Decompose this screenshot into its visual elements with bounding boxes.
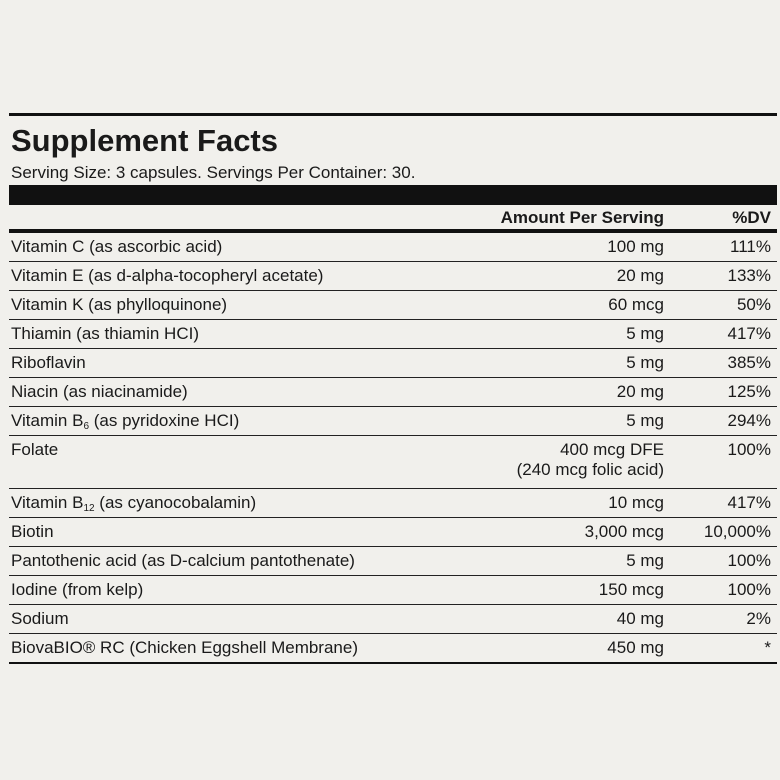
nutrient-amount: 3,000 mcg <box>584 522 664 541</box>
nutrient-row-vitamin-e <box>9 262 777 291</box>
serving-info: Serving Size: 3 capsules. Servings Per Container: 30. <box>11 163 416 182</box>
nutrient-name-suffix: (as cyanocobalamin) <box>94 493 257 512</box>
nutrient-dv: 2% <box>746 609 771 628</box>
nutrient-amount: 60 mcg <box>608 295 664 314</box>
nutrient-name: Niacin (as niacinamide) <box>11 382 188 401</box>
nutrient-row-sodium <box>9 605 777 634</box>
nutrient-name: Sodium <box>11 609 69 628</box>
nutrient-amount: 5 mg <box>626 411 664 430</box>
nutrient-rows <box>9 233 777 664</box>
nutrient-name: Vitamin K (as phylloquinone) <box>11 295 228 314</box>
nutrient-amount: 20 mg <box>616 382 664 401</box>
nutrient-dv: 100% <box>727 580 771 599</box>
nutrient-name-prefix: Vitamin B <box>11 493 84 512</box>
nutrient-amount: 20 mg <box>616 266 664 285</box>
nutrient-name: Pantothenic acid (as D-calcium pantothenate) <box>11 551 355 570</box>
nutrient-dv: 100% <box>727 551 771 570</box>
nutrient-amount: 150 mcg <box>598 580 664 599</box>
nutrient-row-vitamin-b12 <box>9 489 777 518</box>
panel-title: Supplement Facts <box>11 123 278 158</box>
nutrient-dv: 125% <box>727 382 771 401</box>
nutrient-dv: 10,000% <box>703 522 771 541</box>
nutrient-dv: 417% <box>727 493 771 512</box>
nutrient-dv: 294% <box>727 411 771 430</box>
column-header-row <box>9 205 777 233</box>
nutrient-amount: 450 mg <box>607 638 664 657</box>
nutrient-name-prefix: Vitamin B <box>11 411 84 430</box>
nutrient-amount: 100 mg <box>607 237 664 256</box>
nutrient-row-riboflavin <box>9 349 777 378</box>
nutrient-amount <box>517 440 664 480</box>
nutrient-amount: 5 mg <box>626 324 664 343</box>
header-daily-value: %DV <box>732 208 771 227</box>
nutrient-name: BiovaBIO® RC (Chicken Eggshell Membrane) <box>11 638 358 657</box>
nutrient-row-vitamin-b6 <box>9 407 777 436</box>
nutrient-name-subscript: 12 <box>83 503 95 514</box>
nutrient-amount: 10 mcg <box>608 493 664 512</box>
nutrient-name: Vitamin E (as d-alpha-tocopheryl acetate) <box>11 266 324 285</box>
nutrient-row-pantothenic-acid <box>9 547 777 576</box>
nutrient-dv: 385% <box>727 353 771 372</box>
nutrient-name: Thiamin (as thiamin HCI) <box>11 324 199 343</box>
nutrient-row-biovabio-rc <box>9 634 777 664</box>
nutrient-row-biotin <box>9 518 777 547</box>
nutrient-name: Riboflavin <box>11 353 86 372</box>
nutrient-amount: 5 mg <box>626 353 664 372</box>
nutrient-row-vitamin-k <box>9 291 777 320</box>
thick-divider-bar <box>9 185 777 205</box>
nutrient-amount-line2: (240 mcg folic acid) <box>516 460 664 479</box>
nutrient-name <box>11 411 239 431</box>
nutrient-name-suffix: (as pyridoxine HCI) <box>89 411 240 430</box>
nutrient-dv: 50% <box>736 295 771 314</box>
nutrient-row-niacin <box>9 378 777 407</box>
nutrient-row-iodine <box>9 576 777 605</box>
nutrient-amount: 40 mg <box>616 609 664 628</box>
nutrient-name <box>11 493 256 513</box>
nutrient-dv: 111% <box>730 237 771 256</box>
nutrient-name: Vitamin C (as ascorbic acid) <box>11 237 223 256</box>
nutrient-amount: 5 mg <box>626 551 664 570</box>
nutrient-dv: 133% <box>727 266 771 285</box>
top-rule <box>9 113 777 116</box>
nutrient-row-folate <box>9 436 777 489</box>
nutrient-dv: 417% <box>727 324 771 343</box>
nutrient-amount-line1: 400 mcg DFE <box>560 440 664 459</box>
nutrient-row-vitamin-c <box>9 233 777 262</box>
nutrient-name: Folate <box>11 440 59 459</box>
nutrient-row-thiamin <box>9 320 777 349</box>
nutrient-name: Iodine (from kelp) <box>11 580 144 599</box>
nutrient-name-subscript: 6 <box>83 421 90 432</box>
nutrient-dv: 100% <box>727 440 771 459</box>
header-amount-per-serving: Amount Per Serving <box>500 208 664 227</box>
nutrient-dv: * <box>764 638 771 657</box>
nutrient-name: Biotin <box>11 522 54 541</box>
